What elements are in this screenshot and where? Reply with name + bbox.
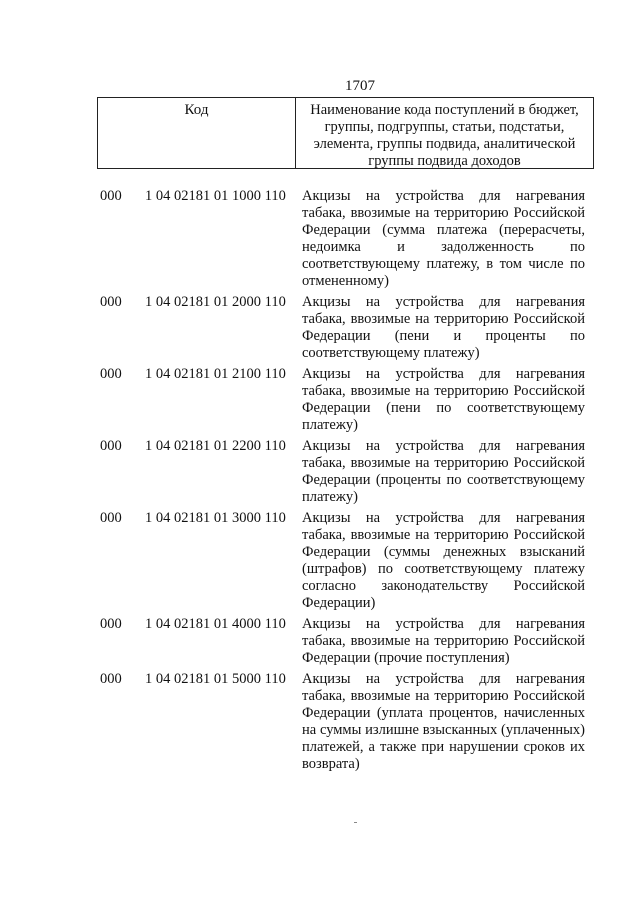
code-column-header: Код: [98, 98, 296, 168]
budget-code: 1 04 02181 01 2100 110: [145, 366, 286, 382]
budget-code: 1 04 02181 01 5000 110: [145, 671, 286, 687]
budget-code: 1 04 02181 01 3000 110: [145, 510, 286, 526]
income-code-list: [100, 188, 590, 777]
scan-speck: [354, 822, 357, 823]
code-description: Акцизы на устройства для нагревания табака, ввозимые на территорию Российской Федерации (проценты по соответствующему платежу): [302, 438, 585, 505]
admin-code: 000: [100, 294, 122, 310]
admin-code: 000: [100, 510, 122, 526]
name-column-header: Наименование кода поступлений в бюджет, группы, подгруппы, статьи, подстатьи, элемента, группы подвида, аналитической группы подвида доходов: [310, 102, 579, 169]
admin-code: 000: [100, 616, 122, 632]
code-description: Акцизы на устройства для нагревания табака, ввозимые на территорию Российской Федерации (уплата процентов, начисленных на суммы излишне взысканных (уплаченных) платежей, а также при нарушении сроков их возврата): [302, 671, 585, 772]
code-description: Акцизы на устройства для нагревания табака, ввозимые на территорию Российской Федерации (прочие поступления): [302, 616, 585, 666]
table-row: [100, 366, 590, 434]
table-row: [100, 671, 590, 773]
table-row: [100, 188, 590, 290]
admin-code: 000: [100, 366, 122, 382]
table-row: [100, 294, 590, 362]
code-description: Акцизы на устройства для нагревания табака, ввозимые на территорию Российской Федерации (пени и проценты по соответствующему платежу): [302, 294, 585, 361]
budget-code: 1 04 02181 01 2000 110: [145, 294, 286, 310]
table-row: [100, 510, 590, 612]
column-header-table: [97, 97, 594, 169]
budget-code: 1 04 02181 01 1000 110: [145, 188, 286, 204]
code-description: Акцизы на устройства для нагревания табака, ввозимые на территорию Российской Федерации (суммы денежных взысканий (штрафов) по соответствующему платежу согласно законодательству Российской Федерации): [302, 510, 585, 611]
admin-code: 000: [100, 188, 122, 204]
page-number: 1707: [345, 78, 375, 94]
code-description: Акцизы на устройства для нагревания табака, ввозимые на территорию Российской Федерации (сумма платежа (перерасчеты, недоимка и задолженность по соответствующему платежу, в том числе по отмененному): [302, 188, 585, 289]
code-description: Акцизы на устройства для нагревания табака, ввозимые на территорию Российской Федерации (пени по соответствующему платежу): [302, 366, 585, 433]
budget-code: 1 04 02181 01 2200 110: [145, 438, 286, 454]
budget-code: 1 04 02181 01 4000 110: [145, 616, 286, 632]
admin-code: 000: [100, 438, 122, 454]
table-row: [100, 616, 590, 667]
table-row: [100, 438, 590, 506]
admin-code: 000: [100, 671, 122, 687]
